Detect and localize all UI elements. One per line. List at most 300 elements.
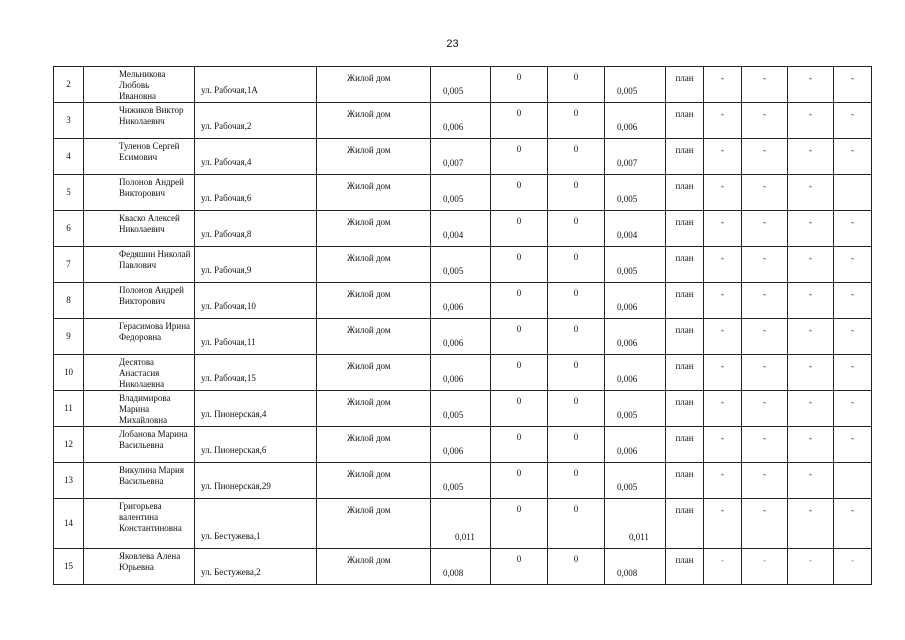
zero-value-cell-1 <box>491 175 548 211</box>
table-row <box>54 139 872 175</box>
address-cell <box>195 319 317 355</box>
zero-value-2: 0 <box>573 108 579 118</box>
dash-cell-3 <box>788 427 834 463</box>
dash-3: - <box>809 73 812 83</box>
dash-cell-4 <box>834 247 872 283</box>
dash-2: - <box>763 361 766 371</box>
table-row <box>54 211 872 247</box>
status-text: план <box>675 433 694 443</box>
dash-cell-4 <box>834 283 872 319</box>
dash-2: - <box>763 397 766 407</box>
dash-cell-1 <box>704 427 742 463</box>
dash-cell-1 <box>704 549 742 585</box>
dash-2: - <box>763 505 766 515</box>
load-value: 0,006 <box>443 374 464 384</box>
dash-cell-3 <box>788 549 834 585</box>
dash-1: - <box>721 253 724 263</box>
owner-name-cell <box>84 67 195 103</box>
row-number-cell <box>54 499 84 549</box>
address: ул. Рабочая,10 <box>201 301 256 311</box>
total-value-cell <box>605 283 666 319</box>
dash-4: - <box>851 361 854 371</box>
address-cell <box>195 103 317 139</box>
row-number-cell <box>54 463 84 499</box>
dash-cell-1 <box>704 355 742 391</box>
row-number: 5 <box>66 187 71 197</box>
dash-cell-4 <box>834 391 872 427</box>
zero-value-2: 0 <box>573 504 579 514</box>
owner-name-cell <box>84 391 195 427</box>
zero-value-2: 0 <box>573 360 579 370</box>
dash-cell-2 <box>742 391 788 427</box>
total-value-cell <box>605 499 666 549</box>
dash-2: - <box>763 181 766 191</box>
address-cell <box>195 175 317 211</box>
total-value: 0,006 <box>617 338 638 348</box>
address-cell <box>195 427 317 463</box>
owner-name-cell <box>84 103 195 139</box>
dash-4: - <box>851 145 854 155</box>
total-value: 0,005 <box>617 482 638 492</box>
address: ул. Пионерская,29 <box>201 481 271 491</box>
row-number-cell <box>54 549 84 585</box>
dash-cell-3 <box>788 103 834 139</box>
status-text: план <box>675 217 694 227</box>
dash-2: - <box>763 217 766 227</box>
row-number: 11 <box>64 403 73 413</box>
total-value-cell <box>605 319 666 355</box>
load-value-cell <box>431 391 491 427</box>
zero-value-1: 0 <box>516 72 522 82</box>
owner-name-cell <box>84 211 195 247</box>
total-value-cell <box>605 247 666 283</box>
zero-value-2: 0 <box>573 324 579 334</box>
dash-4: - <box>851 505 854 515</box>
dash-cell-3 <box>788 463 834 499</box>
total-value-cell <box>605 211 666 247</box>
object-type: Жилой дом <box>347 73 391 83</box>
dash-cell-4 <box>834 67 872 103</box>
object-type-cell <box>317 175 431 211</box>
owner-name: Полонов Андрей Викторович <box>119 177 184 198</box>
load-value-cell <box>431 139 491 175</box>
dash-4: - <box>851 253 854 263</box>
dash-cell-4 <box>834 549 872 585</box>
load-value-cell <box>431 211 491 247</box>
dash-cell-3 <box>788 391 834 427</box>
address: ул. Пионерская,4 <box>201 409 267 419</box>
object-type-cell <box>317 499 431 549</box>
dash-1: - <box>721 181 724 191</box>
owner-name-cell <box>84 175 195 211</box>
zero-value-2: 0 <box>573 396 579 406</box>
owner-name: Туленов Сергей Есимович <box>119 141 180 162</box>
zero-value-2: 0 <box>573 216 579 226</box>
object-type: Жилой дом <box>347 505 391 515</box>
zero-value-cell-2 <box>548 391 605 427</box>
row-number: 13 <box>64 475 73 485</box>
load-value: 0,006 <box>443 338 464 348</box>
dash-1: - <box>721 397 724 407</box>
zero-value-cell-1 <box>491 355 548 391</box>
status-cell <box>666 175 704 211</box>
zero-value-cell-2 <box>548 355 605 391</box>
status-text: план <box>675 145 694 155</box>
dash-cell-3 <box>788 211 834 247</box>
dash-3: - <box>809 325 812 335</box>
zero-value-1: 0 <box>516 144 522 154</box>
row-number-cell <box>54 211 84 247</box>
zero-value-1: 0 <box>516 468 522 478</box>
owner-name: Десятова Анастасия Николаевна <box>119 357 165 389</box>
zero-value-cell-2 <box>548 175 605 211</box>
load-value-cell <box>431 175 491 211</box>
dash-cell-2 <box>742 283 788 319</box>
total-value-cell <box>605 175 666 211</box>
dash-2: - <box>763 145 766 155</box>
status-text: план <box>675 73 694 83</box>
zero-value-1: 0 <box>516 360 522 370</box>
total-value-cell <box>605 67 666 103</box>
object-type: Жилой дом <box>347 469 391 479</box>
zero-value-1: 0 <box>516 180 522 190</box>
total-value: 0,005 <box>617 410 638 420</box>
object-type-cell <box>317 103 431 139</box>
zero-value-cell-1 <box>491 211 548 247</box>
table-row <box>54 247 872 283</box>
dash-cell-1 <box>704 499 742 549</box>
owner-name-cell <box>84 549 195 585</box>
object-type: Жилой дом <box>347 253 391 263</box>
dash-2: - <box>763 253 766 263</box>
status-text: план <box>675 109 694 119</box>
dash-4: - <box>851 217 854 227</box>
dash-4: - <box>851 433 854 443</box>
object-type-cell <box>317 319 431 355</box>
row-number-cell <box>54 319 84 355</box>
table-row <box>54 427 872 463</box>
owner-name: Полонов Андрей Викторович <box>119 285 184 306</box>
address: ул. Рабочая,8 <box>201 229 252 239</box>
dash-cell-1 <box>704 391 742 427</box>
zero-value-cell-2 <box>548 211 605 247</box>
dash-cell-1 <box>704 139 742 175</box>
load-value: 0,005 <box>443 410 464 420</box>
dash-cell-2 <box>742 427 788 463</box>
dash-cell-2 <box>742 549 788 585</box>
page-number: 23 <box>446 38 459 50</box>
dash-cell-2 <box>742 211 788 247</box>
dash-cell-2 <box>742 103 788 139</box>
dash-cell-2 <box>742 175 788 211</box>
dash-4: - <box>851 73 854 83</box>
dash-4: - <box>851 397 854 407</box>
load-value-cell <box>431 549 491 585</box>
zero-value-cell-2 <box>548 67 605 103</box>
dash-4: - <box>851 325 854 335</box>
object-type-cell <box>317 549 431 585</box>
dash-3: - <box>809 289 812 299</box>
row-number: 2 <box>66 79 71 89</box>
load-value-cell <box>431 319 491 355</box>
dash-cell-1 <box>704 211 742 247</box>
total-value-cell <box>605 391 666 427</box>
total-value: 0,004 <box>617 230 638 240</box>
zero-value-cell-1 <box>491 427 548 463</box>
zero-value-2: 0 <box>573 180 579 190</box>
row-number-cell <box>54 391 84 427</box>
dash-3: - <box>809 555 812 565</box>
status-cell <box>666 319 704 355</box>
row-number: 3 <box>66 115 71 125</box>
dash-cell-3 <box>788 139 834 175</box>
object-type-cell <box>317 67 431 103</box>
zero-value-2: 0 <box>573 252 579 262</box>
load-value-cell <box>431 355 491 391</box>
dash-cell-1 <box>704 67 742 103</box>
row-number: 9 <box>66 331 71 341</box>
row-number: 15 <box>64 561 73 571</box>
load-value: 0,006 <box>443 302 464 312</box>
status-cell <box>666 355 704 391</box>
object-type-cell <box>317 283 431 319</box>
load-value-cell <box>431 67 491 103</box>
owner-name-cell <box>84 283 195 319</box>
load-value-cell <box>431 247 491 283</box>
status-cell <box>666 211 704 247</box>
dash-2: - <box>763 433 766 443</box>
status-cell <box>666 463 704 499</box>
dash-1: - <box>721 73 724 83</box>
dash-cell-4 <box>834 139 872 175</box>
dash-3: - <box>809 253 812 263</box>
object-type: Жилой дом <box>347 109 391 119</box>
dash-cell-3 <box>788 499 834 549</box>
zero-value-2: 0 <box>573 288 579 298</box>
zero-value-1: 0 <box>516 108 522 118</box>
status-text: план <box>675 181 694 191</box>
status-cell <box>666 283 704 319</box>
allocation-table <box>53 66 872 585</box>
zero-value-cell-2 <box>548 427 605 463</box>
row-number-cell <box>54 139 84 175</box>
dash-3: - <box>809 397 812 407</box>
status-cell <box>666 103 704 139</box>
load-value: 0,005 <box>443 194 464 204</box>
owner-name-cell <box>84 139 195 175</box>
zero-value-1: 0 <box>516 396 522 406</box>
address: ул. Пионерская,6 <box>201 445 267 455</box>
dash-cell-3 <box>788 67 834 103</box>
table-row <box>54 319 872 355</box>
address-cell <box>195 211 317 247</box>
dash-3: - <box>809 505 812 515</box>
dash-4: - <box>851 555 854 565</box>
load-value: 0,006 <box>443 122 464 132</box>
address: ул. Рабочая,9 <box>201 265 252 275</box>
owner-name-cell <box>84 499 195 549</box>
owner-name-cell <box>84 463 195 499</box>
dash-cell-2 <box>742 463 788 499</box>
zero-value-1: 0 <box>516 554 522 564</box>
dash-1: - <box>721 361 724 371</box>
owner-name-cell <box>84 355 195 391</box>
load-value-cell <box>431 103 491 139</box>
row-number-cell <box>54 247 84 283</box>
dash-2: - <box>763 109 766 119</box>
zero-value-2: 0 <box>573 72 579 82</box>
dash-3: - <box>809 181 812 191</box>
table-row <box>54 391 872 427</box>
object-type-cell <box>317 427 431 463</box>
total-value: 0,011 <box>629 532 649 542</box>
status-cell <box>666 427 704 463</box>
total-value-cell <box>605 103 666 139</box>
address: ул. Рабочая,2 <box>201 121 252 131</box>
dash-1: - <box>721 289 724 299</box>
dash-2: - <box>763 73 766 83</box>
dash-4: - <box>851 289 854 299</box>
row-number-cell <box>54 67 84 103</box>
owner-name: Григорьева валентина Константиновна <box>119 501 182 533</box>
dash-1: - <box>721 433 724 443</box>
owner-name: Владимирова Марина Михайловна <box>119 393 171 425</box>
object-type: Жилой дом <box>347 361 391 371</box>
load-value: 0,011 <box>455 532 475 542</box>
dash-cell-4 <box>834 175 872 211</box>
dash-2: - <box>763 469 766 479</box>
zero-value-cell-1 <box>491 67 548 103</box>
address: ул. Рабочая,1А <box>201 85 258 95</box>
total-value: 0,005 <box>617 266 638 276</box>
object-type: Жилой дом <box>347 289 391 299</box>
load-value: 0,008 <box>443 568 464 578</box>
row-number-cell <box>54 355 84 391</box>
object-type-cell <box>317 391 431 427</box>
dash-cell-4 <box>834 319 872 355</box>
zero-value-1: 0 <box>516 288 522 298</box>
dash-cell-2 <box>742 139 788 175</box>
load-value-cell <box>431 463 491 499</box>
object-type-cell <box>317 463 431 499</box>
dash-cell-1 <box>704 319 742 355</box>
owner-name: Герасимова Ирина Федоровна <box>119 321 191 342</box>
total-value: 0,006 <box>617 446 638 456</box>
status-cell <box>666 247 704 283</box>
dash-cell-1 <box>704 283 742 319</box>
owner-name: Кваско Алексей Николаевич <box>119 213 180 234</box>
zero-value-cell-1 <box>491 319 548 355</box>
load-value: 0,005 <box>443 482 464 492</box>
table-row <box>54 499 872 549</box>
total-value: 0,005 <box>617 194 638 204</box>
dash-cell-1 <box>704 175 742 211</box>
dash-cell-2 <box>742 247 788 283</box>
zero-value-cell-1 <box>491 549 548 585</box>
zero-value-cell-2 <box>548 103 605 139</box>
total-value: 0,006 <box>617 122 638 132</box>
zero-value-2: 0 <box>573 554 579 564</box>
object-type: Жилой дом <box>347 555 391 565</box>
total-value: 0,006 <box>617 302 638 312</box>
address-cell <box>195 355 317 391</box>
zero-value-cell-1 <box>491 103 548 139</box>
address-cell <box>195 499 317 549</box>
load-value: 0,005 <box>443 86 464 96</box>
table-row <box>54 355 872 391</box>
zero-value-cell-2 <box>548 549 605 585</box>
object-type: Жилой дом <box>347 145 391 155</box>
dash-2: - <box>763 289 766 299</box>
total-value-cell <box>605 427 666 463</box>
table-row <box>54 175 872 211</box>
address: ул. Бестужева,2 <box>201 567 261 577</box>
zero-value-cell-1 <box>491 499 548 549</box>
owner-name: Федяшин Николай Павлович <box>119 249 191 270</box>
row-number: 8 <box>66 295 71 305</box>
address-cell <box>195 549 317 585</box>
dash-cell-3 <box>788 175 834 211</box>
status-text: план <box>675 555 694 565</box>
address: ул. Рабочая,4 <box>201 157 252 167</box>
row-number: 12 <box>64 439 73 449</box>
object-type-cell <box>317 139 431 175</box>
owner-name-cell <box>84 319 195 355</box>
object-type-cell <box>317 247 431 283</box>
total-value-cell <box>605 139 666 175</box>
zero-value-1: 0 <box>516 504 522 514</box>
row-number: 4 <box>66 151 71 161</box>
zero-value-cell-1 <box>491 463 548 499</box>
dash-3: - <box>809 469 812 479</box>
dash-2: - <box>763 555 766 565</box>
dash-4: - <box>851 109 854 119</box>
table-row <box>54 549 872 585</box>
owner-name: Лобанова Марина Васильевна <box>119 429 188 450</box>
dash-2: - <box>763 325 766 335</box>
load-value-cell <box>431 283 491 319</box>
dash-cell-2 <box>742 355 788 391</box>
total-value: 0,006 <box>617 374 638 384</box>
dash-1: - <box>721 505 724 515</box>
object-type: Жилой дом <box>347 397 391 407</box>
load-value: 0,006 <box>443 446 464 456</box>
dash-cell-4 <box>834 103 872 139</box>
dash-cell-4 <box>834 355 872 391</box>
dash-cell-2 <box>742 319 788 355</box>
zero-value-cell-1 <box>491 391 548 427</box>
zero-value-cell-1 <box>491 283 548 319</box>
status-text: план <box>675 289 694 299</box>
owner-name: Викулина Мария Васильевна <box>119 465 184 486</box>
dash-1: - <box>721 325 724 335</box>
table-row <box>54 463 872 499</box>
status-cell <box>666 391 704 427</box>
zero-value-1: 0 <box>516 252 522 262</box>
zero-value-cell-2 <box>548 319 605 355</box>
dash-1: - <box>721 109 724 119</box>
total-value-cell <box>605 463 666 499</box>
dash-cell-1 <box>704 463 742 499</box>
dash-3: - <box>809 145 812 155</box>
object-type-cell <box>317 355 431 391</box>
owner-name-cell <box>84 247 195 283</box>
total-value-cell <box>605 355 666 391</box>
dash-cell-3 <box>788 355 834 391</box>
load-value: 0,005 <box>443 266 464 276</box>
dash-cell-3 <box>788 247 834 283</box>
dash-cell-3 <box>788 283 834 319</box>
